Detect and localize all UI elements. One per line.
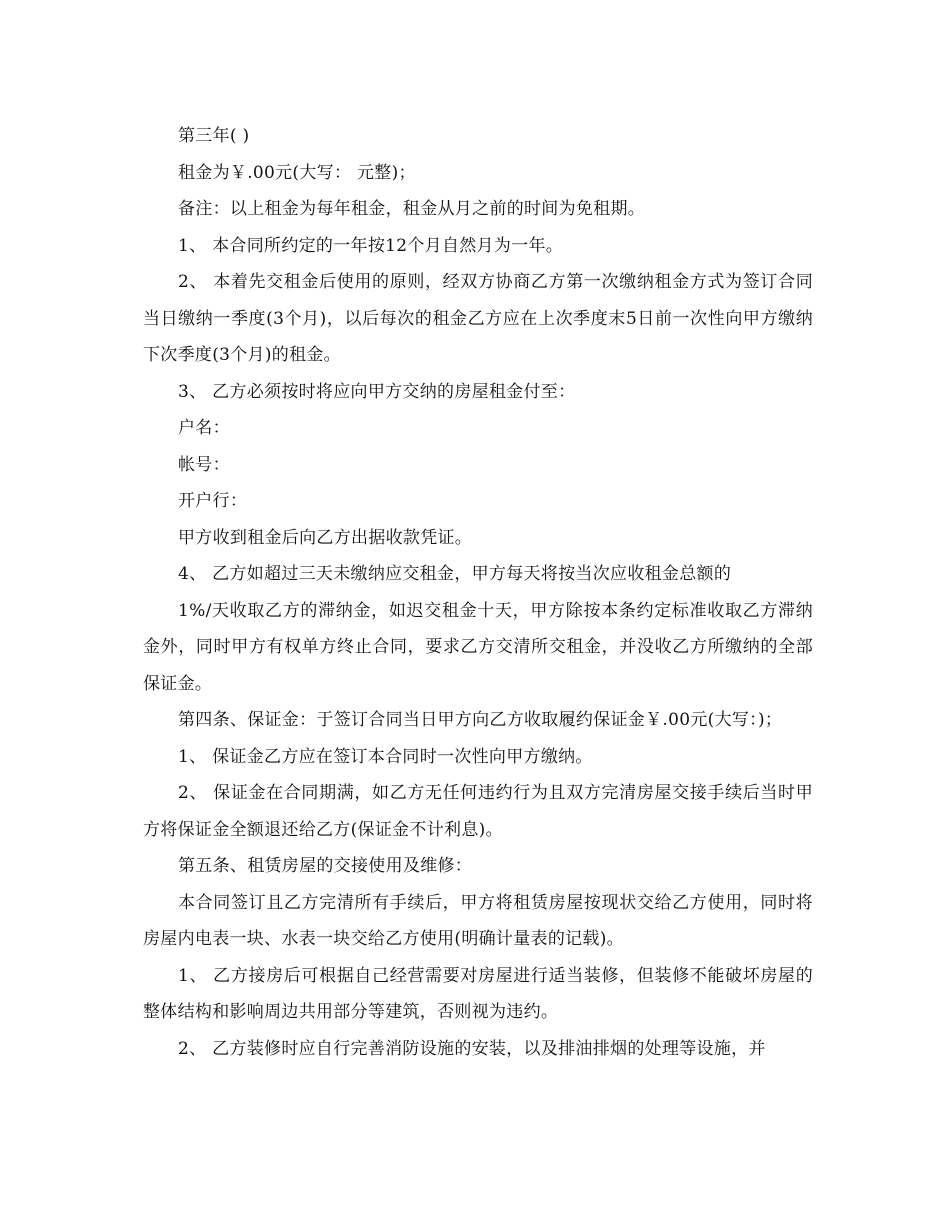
paragraph-handover: 本合同签订且乙方完清所有手续后，甲方将租赁房屋按现状交给乙方使用，同时将房屋内电表一块、水表一块交给乙方使用(明确计量表的记载)。	[143, 892, 813, 949]
paragraph-deposit-1: 1、 保证金乙方应在签订本合同时一次性向甲方缴纳。	[178, 746, 593, 767]
paragraph-rent-amount: 租金为￥.00元(大写： 元整)；	[178, 162, 416, 183]
paragraph-receipt: 甲方收到租金后向乙方出据收款凭证。	[178, 527, 473, 548]
paragraph-renovation-1: 1、 乙方接房后可根据自己经营需要对房屋进行适当装修，但装修不能破坏房屋的整体结构和影响周边共用部分等建筑，否则视为违约。	[143, 965, 813, 1022]
paragraph-rent-note: 备注：以上租金为每年租金，租金从月之前的时间为免租期。	[178, 199, 646, 219]
paragraph-deposit-2: 2、 保证金在合同期满，如乙方无任何违约行为且双方完清房屋交接手续后当时甲方将保证金全额退还给乙方(保证金不计利息)。	[143, 783, 813, 840]
paragraph-account-name: 户名：	[178, 418, 230, 438]
paragraph-year-three: 第三年( )	[178, 126, 250, 146]
paragraph-account-number: 帐号：	[178, 454, 230, 475]
paragraph-bank: 开户行：	[178, 491, 248, 511]
paragraph-late-fee: 1%/天收取乙方的滞纳金，如迟交租金十天，甲方除按本条约定标准收取乙方滞纳金外，同时甲方有权单方终止合同，要求乙方交清所交租金，并没收乙方所缴纳的全部保证金。	[143, 600, 813, 694]
paragraph-clause-3: 3、 乙方必须按时将应向甲方交纳的房屋租金付至：	[178, 381, 576, 402]
paragraph-clause-1: 1、 本合同所约定的一年按12个月自然月为一年。	[178, 235, 564, 256]
paragraph-clause-2: 2、 本着先交租金后使用的原则，经双方协商乙方第一次缴纳租金方式为签订合同当日缴纳一季度(3个月)，以后每次的租金乙方应在上次季度末5日前一次性向甲方缴纳下次季度(3个月)的租金。	[143, 272, 813, 365]
paragraph-clause-4: 4、 乙方如超过三天未缴纳应交租金，甲方每天将按当次应收租金总额的	[178, 564, 732, 584]
document-body	[143, 118, 813, 1067]
paragraph-article-4: 第四条、保证金：于签订合同当日甲方向乙方收取履约保证金￥.00元(大写：)；	[178, 710, 783, 730]
paragraph-renovation-2: 2、 乙方装修时应自行完善消防设施的安装，以及排油排烟的处理等设施，并	[178, 1038, 766, 1059]
paragraph-article-5: 第五条、租赁房屋的交接使用及维修：	[178, 856, 473, 876]
